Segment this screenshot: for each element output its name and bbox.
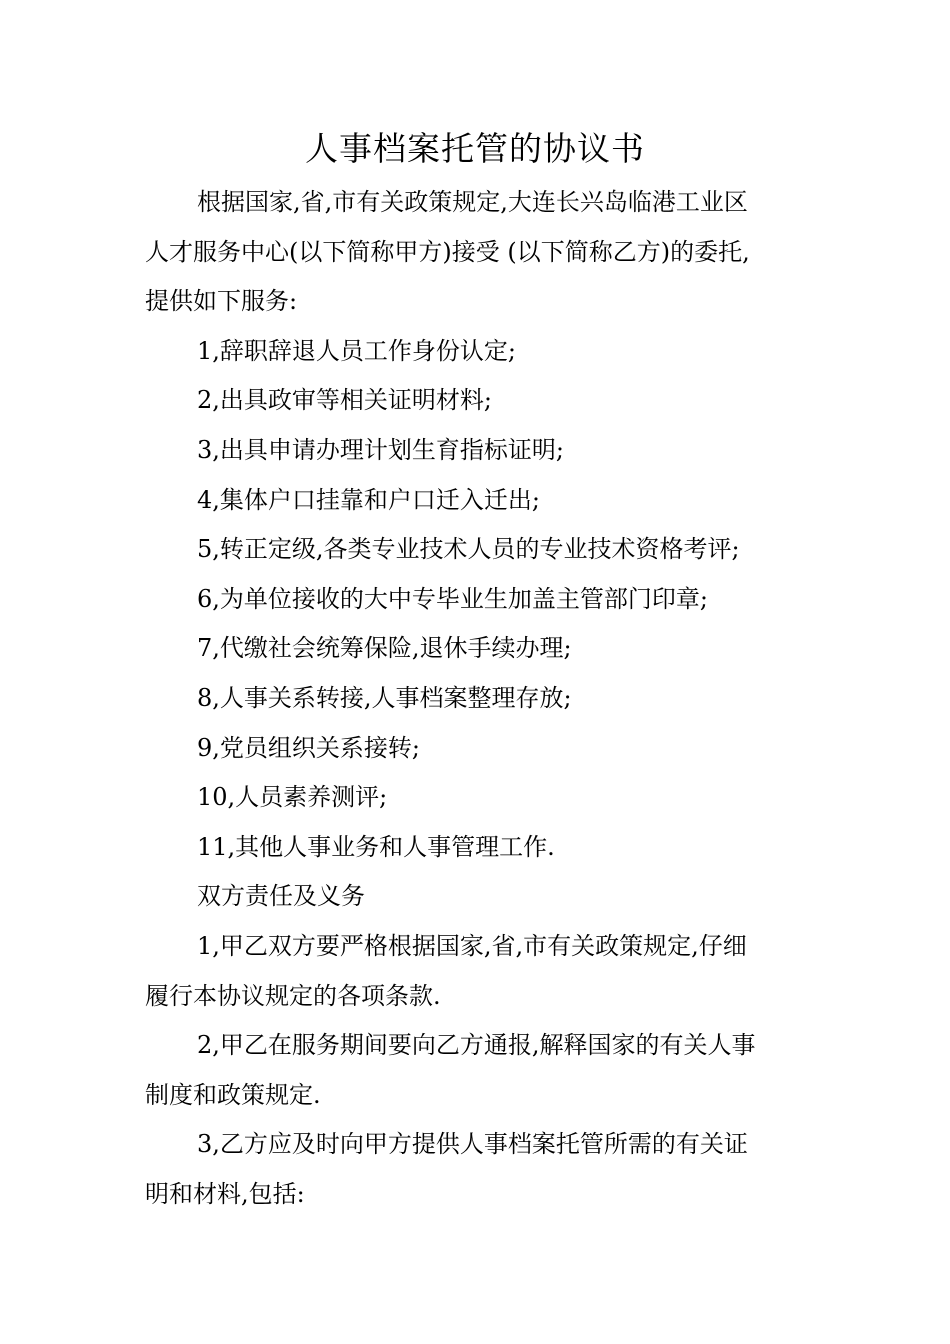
duty-item-continued: 履行本协议规定的各项条款. xyxy=(145,981,441,1010)
service-item: 1,辞职辞退人员工作身份认定; xyxy=(197,336,516,365)
service-item: 3,出具申请办理计划生育指标证明; xyxy=(197,435,564,464)
duty-item: 2,甲乙在服务期间要向乙方通报,解释国家的有关人事 xyxy=(197,1031,756,1060)
paragraph-line: 根据国家,省,市有关政策规定,大连长兴岛临港工业区 xyxy=(197,188,748,216)
service-item: 6,为单位接收的大中专毕业生加盖主管部门印章; xyxy=(197,584,708,613)
duty-item: 1,甲乙双方要严格根据国家,省,市有关政策规定,仔细 xyxy=(197,931,747,960)
service-item: 7,代缴社会统筹保险,退休手续办理; xyxy=(197,634,572,663)
service-item: 2,出具政审等相关证明材料; xyxy=(197,386,492,415)
document-body xyxy=(145,178,815,1219)
service-item: 5,转正定级,各类专业技术人员的专业技术资格考评; xyxy=(197,535,740,564)
service-item: 8,人事关系转接,人事档案整理存放; xyxy=(197,683,572,712)
section-heading: 双方责任及义务 xyxy=(197,882,365,911)
service-item: 10,人员素养测评; xyxy=(197,783,388,812)
duty-item-continued: 制度和政策规定. xyxy=(145,1080,321,1109)
paragraph-line: 人才服务中心(以下简称甲方)接受 (以下简称乙方)的委托, xyxy=(145,237,750,266)
service-item: 4,集体户口挂靠和户口迁入迁出; xyxy=(197,485,540,514)
service-item: 11,其他人事业务和人事管理工作. xyxy=(197,832,555,861)
duty-item-continued: 明和材料,包括: xyxy=(145,1179,305,1208)
document-title: 人事档案托管的协议书 xyxy=(305,129,645,168)
service-item: 9,党员组织关系接转; xyxy=(197,733,420,762)
paragraph-line: 提供如下服务: xyxy=(145,287,298,316)
duty-item: 3,乙方应及时向甲方提供人事档案托管所需的有关证 xyxy=(197,1130,748,1159)
